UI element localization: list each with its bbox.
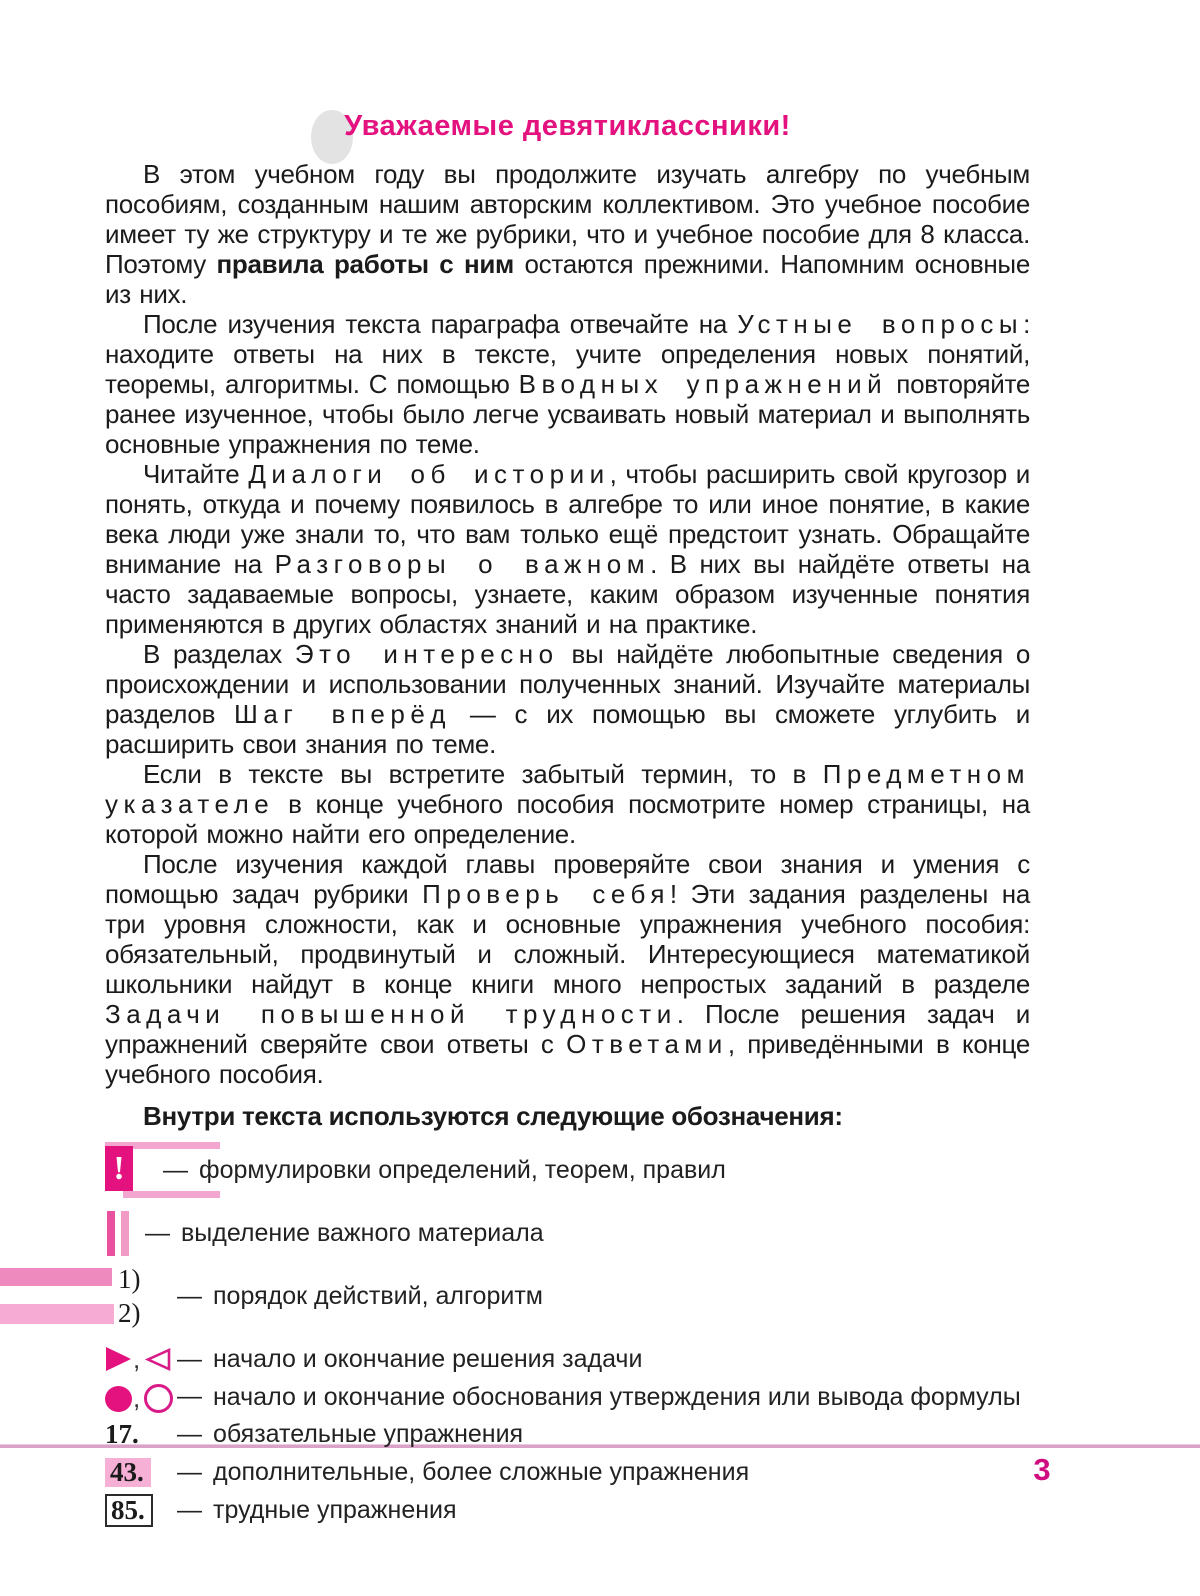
body-text: остаются прежними. Напомним основные из них.	[105, 249, 1030, 309]
exercise-number-label: 43.	[105, 1458, 151, 1487]
notation-legend	[105, 1140, 1030, 1527]
triangles-icon	[105, 1345, 177, 1374]
circles-icon	[105, 1384, 177, 1413]
comma-separator: ,	[133, 1343, 141, 1374]
page-title: Уважаемые девятиклассники!	[344, 110, 791, 142]
notation-item	[105, 1418, 1030, 1451]
outline-circle-icon	[144, 1384, 173, 1413]
notation-item	[105, 1456, 1030, 1489]
double-bars-icon	[105, 1211, 145, 1256]
pink-bar-icon	[123, 1191, 220, 1198]
notation-item	[105, 1342, 1030, 1376]
legend-dash: —	[163, 1155, 188, 1184]
paragraph	[105, 459, 1030, 639]
filled-circle-icon	[105, 1386, 132, 1412]
page-edge-bar	[0, 1304, 114, 1324]
notation-description: начало и окончание обоснования утверждения или вывода формулы	[213, 1383, 1021, 1411]
paragraph	[105, 849, 1030, 1089]
notation-description: начало и окончание решения задачи	[213, 1344, 643, 1373]
legend-dash: —	[177, 1496, 202, 1524]
exercise-number-label: 17.	[105, 1419, 139, 1449]
legend-dash: —	[177, 1458, 202, 1486]
paragraph	[105, 309, 1030, 459]
vertical-bar-icon	[121, 1211, 129, 1256]
rubric-name: Устные вопросы	[737, 309, 1024, 339]
paragraph	[105, 159, 1030, 309]
body-text: повторяйте ранее изученное, чтобы было легче усваивать новый материал и выполнять основные упражнения по теме.	[105, 369, 1030, 459]
page-edge-bar	[0, 1268, 112, 1286]
legend-dash: —	[177, 1281, 202, 1310]
list-number-label: 2)	[118, 1298, 141, 1328]
legend-dash: —	[145, 1218, 170, 1247]
body-text: . После решения задач и упражнений сверяйте свои ответы с	[105, 999, 1030, 1059]
list-number-label: 1)	[118, 1264, 141, 1294]
rubric-name: Ответами	[566, 1029, 728, 1059]
notation-item	[105, 1140, 1030, 1200]
notation-item	[105, 1262, 1030, 1330]
comma-separator: ,	[133, 1383, 141, 1413]
body-text: ! Эти задания разделены на три уровня сложности, как и основные упражнения учебного пособия: обязательный, продвинутый и сложный. Интересующиеся математикой школьники найдут в конце книги много непростых заданий в разделе	[105, 879, 1030, 999]
bold-text: правила работы с ним	[216, 249, 514, 279]
body-text: , чтобы расширить свой кругозор и понять, откуда и почему появилось в алгебре то или иное понятие, в какие века люди уже знали то, что вам только ещё предстоит узнать. Обращайте внимание на	[105, 459, 1030, 579]
body-text: В этом учебном году вы продолжите изучать алгебру по учебным пособиям, созданным нашим авторским коллективом. Это учебное пособие имеет ту же структуру и те же рубрики, что и учебное пособие для 8 класса. Поэтому	[105, 159, 1030, 279]
exclamation-icon: !	[105, 1146, 133, 1191]
intro-paragraphs	[105, 159, 1030, 1089]
rubric-name: Шаг вперёд	[234, 699, 451, 729]
notation-description: выделение важного материала	[181, 1218, 544, 1247]
paragraph	[105, 759, 1030, 849]
rubric-name: Проверь себя	[422, 879, 670, 909]
page-content	[105, 0, 1030, 1527]
notation-heading: Внутри текста используются следующие обозначения:	[143, 1101, 843, 1131]
page-number: 3	[1033, 1452, 1051, 1487]
paragraph	[105, 639, 1030, 759]
rubric-name: Предметном указателе	[105, 759, 1030, 819]
notation-description: трудные упражнения	[213, 1496, 457, 1524]
legend-dash: —	[177, 1382, 202, 1410]
body-text: , приведёнными в конце учебного пособия.	[105, 1029, 1031, 1089]
body-text: вы найдёте любопытные сведения о происхождении и использовании полученных знаний. Изучайте материалы разделов	[105, 639, 1030, 729]
notation-description: порядок действий, алгоритм	[213, 1281, 543, 1310]
body-text: в конце учебного пособия посмотрите номер страницы, на которой можно найти его определение.	[105, 789, 1030, 849]
body-text: В разделах	[143, 639, 295, 669]
body-text: — с их помощью вы сможете углубить и расширить свои знания по теме.	[105, 699, 1030, 759]
notation-description: формулировки определений, теорем, правил	[199, 1155, 726, 1184]
notation-description: обязательные упражнения	[213, 1420, 524, 1448]
rubric-name: Диалоги об истории	[248, 459, 610, 489]
rubric-name: Вводных упражнений	[518, 369, 888, 399]
rubric-name: Разговоры о важном	[274, 549, 651, 579]
legend-dash: —	[177, 1344, 202, 1373]
notation-description: дополнительные, более сложные упражнения	[213, 1458, 750, 1486]
body-text: После изучения каждой главы проверяйте свои знания и умения с помощью задач рубрики	[105, 849, 1030, 909]
vertical-bar-icon	[107, 1211, 115, 1256]
rubric-name: Задачи повышенной трудности	[105, 999, 677, 1029]
body-text: : находите ответы на них в тексте, учите определения новых понятий, теоремы, алгоритмы. С помощью	[105, 309, 1030, 399]
body-text: После изучения текста параграфа отвечайте на	[143, 309, 738, 339]
exclamation-legend-icon	[105, 1142, 163, 1198]
notation-item	[105, 1208, 1030, 1258]
body-text: . В них вы найдёте ответы на часто задаваемые вопросы, узнаете, каким образом изученные понятия применяются в других областях знаний и на практике.	[105, 549, 1030, 639]
notation-item	[105, 1494, 1030, 1527]
legend-dash: —	[177, 1420, 202, 1448]
body-text: Если в тексте вы встретите забытый термин, то в	[143, 759, 823, 789]
exercise-number-label: 85.	[105, 1494, 153, 1527]
notation-item	[105, 1382, 1030, 1413]
rubric-name: Это интересно	[294, 639, 559, 669]
body-text: Читайте	[143, 459, 249, 489]
